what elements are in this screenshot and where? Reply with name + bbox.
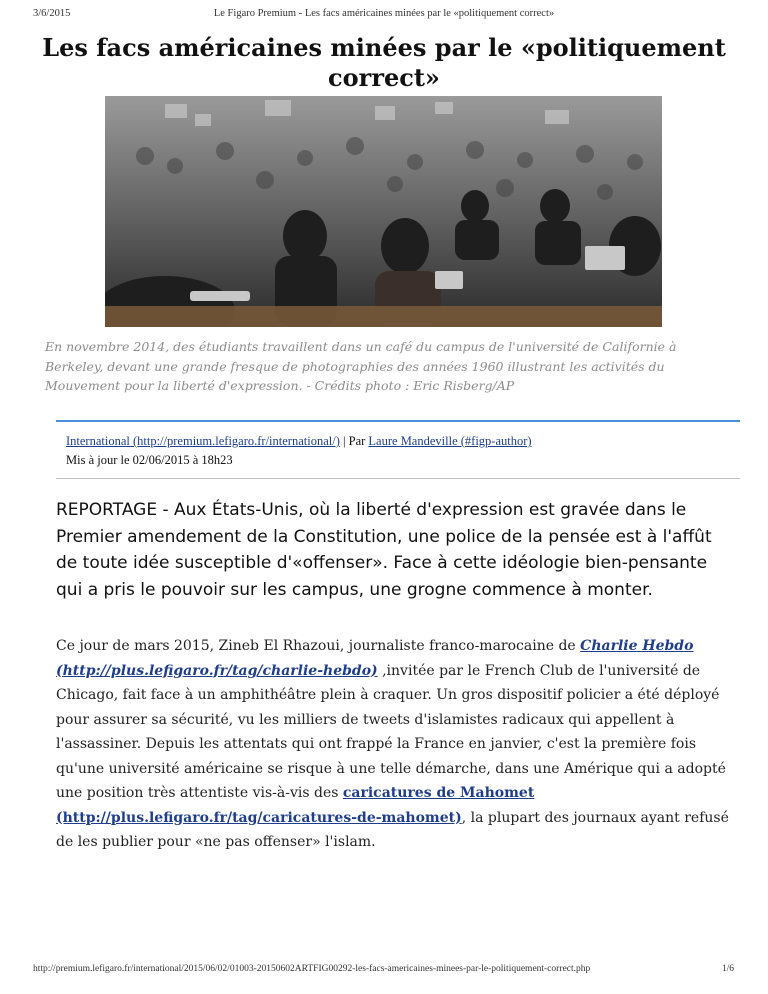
print-footer — [0, 964, 768, 978]
paragraph-text: Ce jour de mars 2015, Zineb El Rhazoui, journaliste franco-marocaine de — [56, 638, 581, 654]
photo-cafe-students-icon — [105, 96, 662, 327]
article-lead: REPORTAGE - Aux États-Unis, où la liberté d'expression est gravée dans le Premier amendement de la Constitution, une police de la pensée est à l'affût de toute idée susceptible d'«offenser». Face à cette idéologie bien-pensante qui a pris le pouvoir sur les campus, une grogne commence à monter. — [56, 500, 712, 600]
charlie-hebdo-link-url: (http://plus.lefigaro.fr/tag/charlie-hebdo) — [56, 662, 378, 679]
print-url: http://premium.lefigaro.fr/international/2015/06/02/01003-20150602ARTFIG00292-les-facs-americaines-minees-par-le-politiquement-correct.php — [33, 964, 591, 974]
byline-separator: | Par — [339, 434, 369, 448]
article-title-line2: correct» — [328, 63, 440, 92]
print-page-title: Le Figaro Premium - Les facs américaines minées par le «politiquement correct» — [213, 8, 555, 19]
section-link[interactable]: International (http://premium.lefigaro.fr/international/) — [66, 434, 340, 448]
article-paragraph — [56, 634, 746, 855]
article-photo — [105, 96, 662, 327]
article-title — [40, 33, 728, 93]
page-number: 1/6 — [721, 964, 734, 974]
article-title-line1: Les facs américaines minées par le «politiquement — [42, 33, 726, 62]
meta-byline — [66, 434, 532, 449]
article-meta — [56, 420, 740, 479]
print-header — [0, 8, 768, 22]
paragraph-text: , la plupart des journaux ayant refusé de les publier pour «ne pas offenser» l'islam. — [56, 809, 729, 850]
caricatures-link[interactable]: caricatures de Mahomet (http://plus.lefigaro.fr/tag/caricatures-de-mahomet) — [56, 785, 535, 826]
author-link[interactable]: Laure Mandeville (#figp-author) — [368, 434, 532, 448]
updated-date: Mis à jour le 02/06/2015 à 18h23 — [66, 453, 233, 467]
print-date: 3/6/2015 — [33, 8, 71, 19]
paragraph-text: ,invitée par le French Club de l'université de Chicago, fait face à un amphithéâtre plein à craquer. Un gros dispositif policier a été déployé pour assurer sa sécurité, vu les milliers de tweets d'islamistes radicaux qui appellent à l'assassiner. Depuis les attentats qui ont frappé la France en janvier, c'est la première fois qu'une université américaine se risque à une telle démarche, dans une Amérique qui a adopté une position très attentiste vis-à-vis des — [56, 662, 726, 801]
photo-caption: En novembre 2014, des étudiants travaillent dans un café du campus de l'université de Californie à Berkeley, devant une grande fresque de photographies des années 1960 illustrant les activités du Mouvement pour la liberté d'expression. - Crédits photo : Eric Risberg/AP — [45, 339, 677, 393]
charlie-hebdo-link-name: Charlie Hebdo — [580, 638, 694, 654]
